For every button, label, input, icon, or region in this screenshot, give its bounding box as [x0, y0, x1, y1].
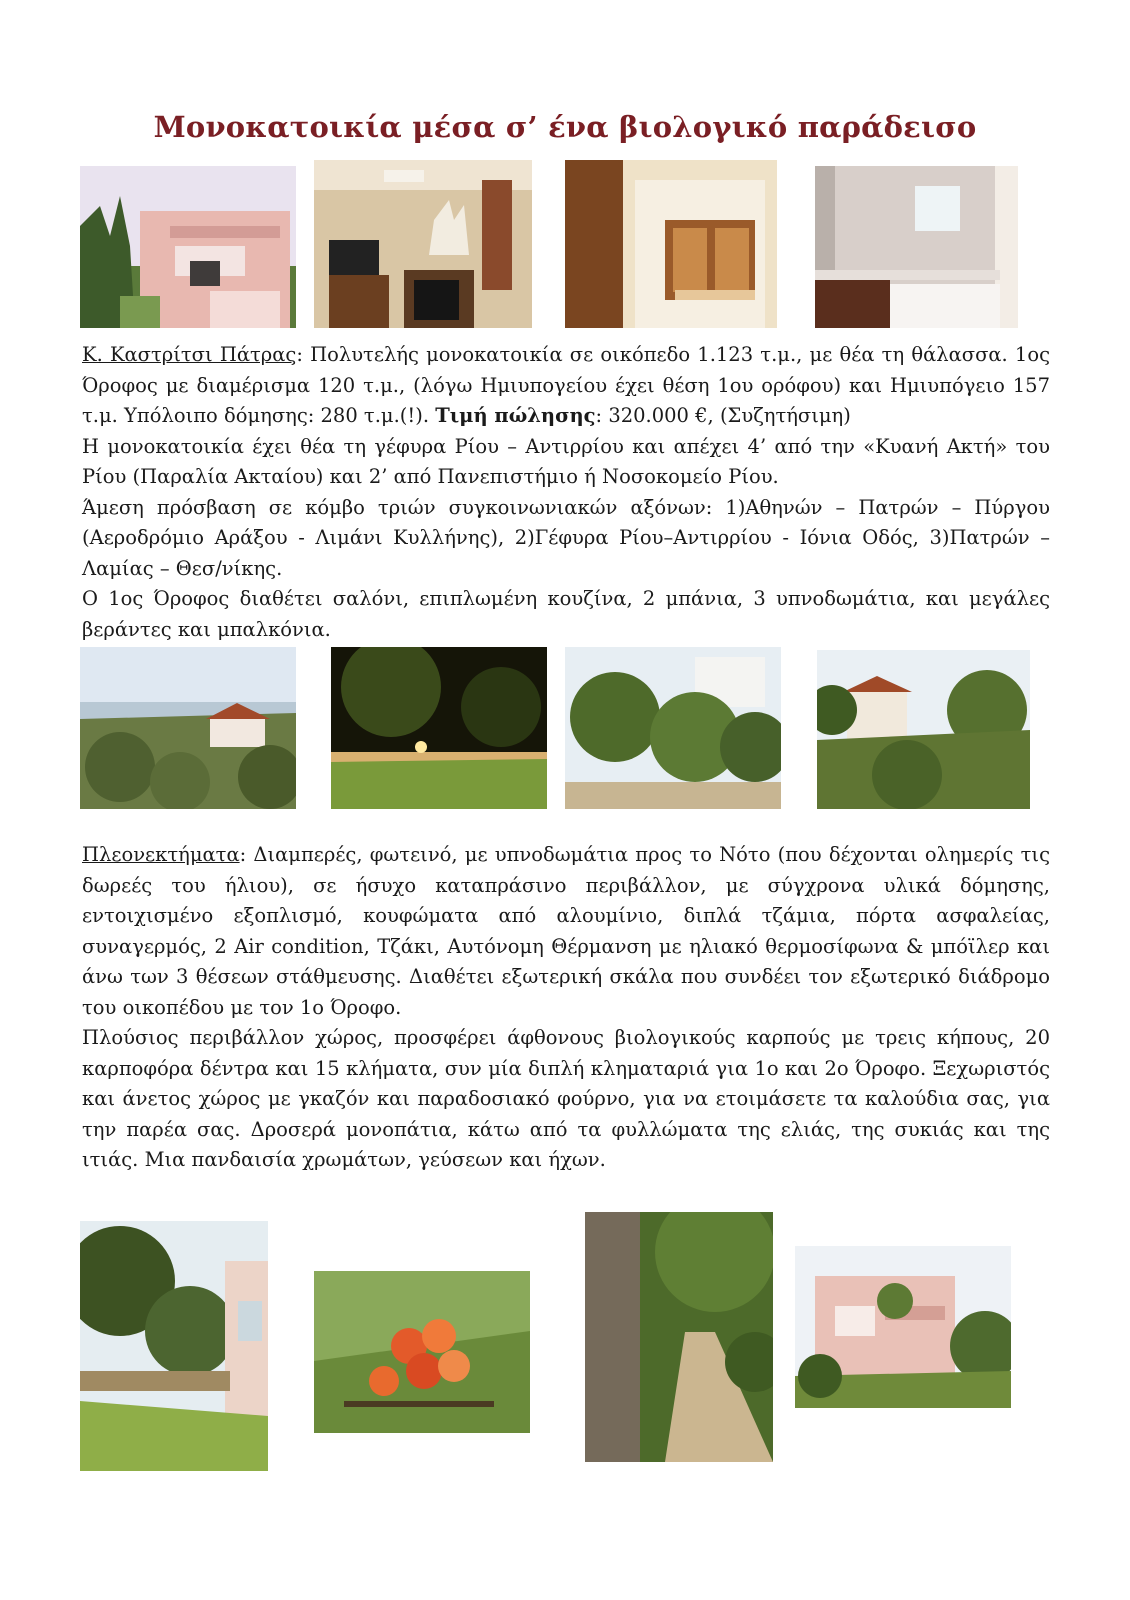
- intro-paragraph: [82, 340, 1050, 432]
- price-text: : 320.000 €, (Συζητήσιμη): [595, 404, 851, 427]
- photo-sea-view: [80, 647, 296, 809]
- price-label: Τιμή πώλησης: [435, 404, 596, 427]
- advantages-paragraph: [82, 840, 1050, 1023]
- photo-house-exterior: [80, 166, 296, 328]
- photo-garden-night: [331, 647, 547, 809]
- intro-section: [82, 340, 1050, 645]
- floor-paragraph: Ο 1ος Όροφος διαθέτει σαλόνι, επιπλωμένη κουζίνα, 2 μπάνια, 3 υπνοδωμάτια, και μεγάλες βεράντες και μπαλκόνια.: [82, 587, 1050, 641]
- photo-peaches: [314, 1271, 530, 1433]
- advantages-label: Πλεονεκτήματα: [82, 843, 240, 866]
- photo-house-front: [795, 1246, 1011, 1408]
- photo-bathroom: [815, 166, 1018, 328]
- advantages-text: : Διαμπερές, φωτεινό, με υπνοδωμάτια προς το Νότο (που δέχονται ολημερίς τις δωρεές του ήλιου), σε ήσυχο καταπράσινο περιβάλλον, με σύγχρονα υλικά δόμησης, εντοιχισμένο εξοπλισμό, κουφώματα από αλουμίνιο, διπλά τζάμια, πόρτα ασφαλείας, συναγερμός, 2 Air condition, Τζάκι, Αυτόνομη Θέρμανση με ηλιακό θερμοσίφωνα & μπόϊλερ και άνω των 3 θέσεων στάθμευσης. Διαθέτει εξωτερική σκάλα που συνδέει τον εξωτερικό διάδρομο του οικοπέδου με τον 1ο Όροφο.: [82, 843, 1050, 1019]
- location-label: Κ. Καστρίτσι Πάτρας: [82, 343, 297, 366]
- photo-lawn-garden: [80, 1221, 268, 1471]
- photo-house-hillside: [817, 650, 1030, 809]
- page-title: Μονοκατοικία μέσα σ’ ένα βιολογικό παράδεισο: [153, 110, 977, 144]
- surroundings-paragraph: Πλούσιος περιβάλλον χώρος, προσφέρει άφθονους βιολογικούς καρπούς με τρεις κήπους, 20 καρποφόρα δέντρα και 15 κλήματα, συν μία διπλή κληματαριά για 1ο και 2ο Όροφο. Ξεχωριστός και άνετος χώρος με γκαζόν και παραδοσιακό φούρνο, για να ετοιμάσετε τα καλούδια σας, για την παρέα σας. Δροσερά μονοπάτια, κάτω από τα φυλλώματα της ελιάς, της συκιάς και της ιτιάς. Μια πανδαισία χρωμάτων, γεύσεων και ήχων.: [82, 1026, 1050, 1171]
- view-paragraph: Η μονοκατοικία έχει θέα τη γέφυρα Ρίου – Αντιρρίου και απέχει 4’ από την «Κυανή Ακτή» του Ρίου (Παραλία Ακταίου) και 2’ από Πανεπιστήμιο ή Νοσοκομείο Ρίου.: [82, 434, 1050, 488]
- photo-living-room: [314, 160, 532, 328]
- advantages-section: [82, 840, 1050, 1176]
- photo-kitchen: [565, 160, 777, 328]
- intro-text: : Πολυτελής μονοκατοικία σε οικόπεδο 1.123 τ.μ., με θέα τη θάλασσα. 1ος Όροφος με διαμέρισμα 120 τ.μ., (λόγω Ημιυπογείου έχει θέση 1ου ορόφου) και Ημιυπόγειο 157 τ.μ. Υπόλοιπο δόμησης: 280 τ.μ.(!).: [82, 343, 1051, 427]
- photo-garden-path: [585, 1212, 773, 1462]
- photo-orchard: [565, 647, 781, 809]
- access-paragraph: Άμεση πρόσβαση σε κόμβο τριών συγκοινωνιακών αξόνων: 1)Αθηνών – Πατρών – Πύργου (Αεροδρόμιο Αράξου - Λιμάνι Κυλλήνης), 2)Γέφυρα Ρίου–Αντιρρίου - Ιόνια Οδός, 3)Πατρών – Λαμίας – Θεσ/νίκης.: [82, 495, 1050, 580]
